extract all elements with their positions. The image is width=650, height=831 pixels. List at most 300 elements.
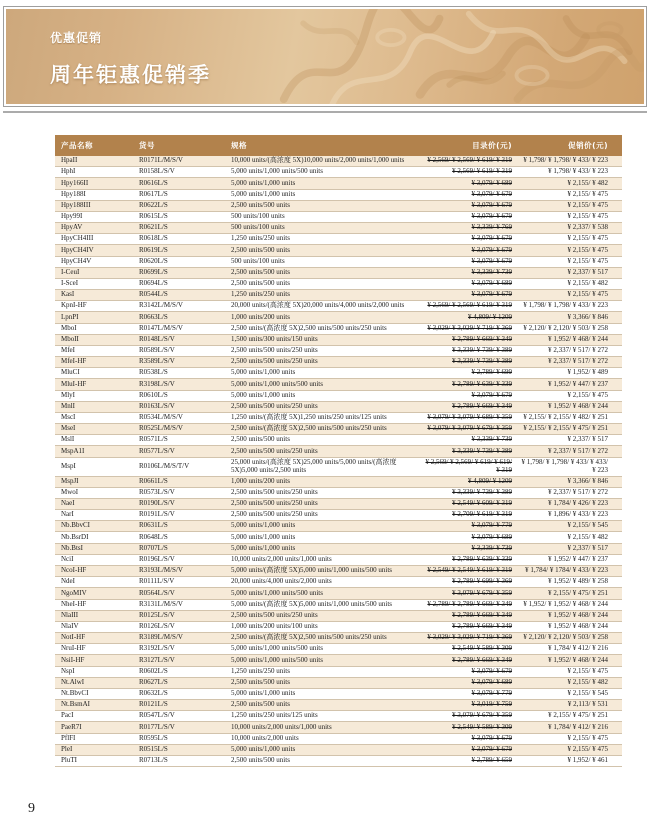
list-price-cell [420,755,518,766]
table-row [55,621,622,632]
list-price-cell [420,543,518,554]
table-row [55,543,622,554]
list-price-value: ¥ 2,789/ ¥ 669/ ¥ 349 [452,655,512,664]
table-row [55,554,622,565]
list-price-cell [420,599,518,610]
spec-cell: 1,000 units/200 units [225,312,420,323]
promo-price-cell: ¥ 1,784/ ¥ 426/ ¥ 223 [518,498,622,509]
table-row [55,234,622,245]
catalog-number-cell: R0147L/M/S/V [133,323,225,334]
list-price-cell [420,711,518,722]
catalog-number-cell: R0621L/S [133,223,225,234]
promo-price-cell: ¥ 2,155/ ¥ 2,155/ ¥ 482/ ¥ 251 [518,412,622,423]
table-row [55,290,622,301]
list-price-value: ¥ 3,079/ ¥ 3,079/ ¥ 689/ ¥ 359 [427,413,512,422]
spec-cell: 10,000 units/(高浓度 5X)10,000 units/2,000 units/1,000 units [225,156,420,167]
list-price-cell [420,312,518,323]
spec-cell: 5,000 units/1,000 units [225,688,420,699]
protein-ribbon-art-icon [274,9,644,104]
catalog-number-cell: R0163L/S/V [133,401,225,412]
spec-cell: 2,500 units/500 units/250 units [225,401,420,412]
list-price-value: ¥ 2,789/ ¥ 669/ ¥ 349 [452,334,512,343]
promo-price-cell: ¥ 2,155/ ¥ 475 [518,200,622,211]
product-name-cell: MwoI [55,487,133,498]
spec-cell: 10,000 units/2,000 units [225,733,420,744]
spec-cell: 2,500 units/500 units/250 units [225,357,420,368]
spec-cell: 5,000 units/1,000 units [225,543,420,554]
spec-cell: 1,250 units/250 units/125 units [225,711,420,722]
spec-cell: 2,500 units/500 units [225,700,420,711]
catalog-number-cell: R0589L/S/V [133,345,225,356]
list-price-cell [420,733,518,744]
spec-cell: 5,000 units/1,000 units/500 units [225,167,420,178]
catalog-number-cell: R0191L/S/V [133,510,225,521]
product-name-cell: MnlI [55,401,133,412]
list-price-cell [420,301,518,312]
catalog-number-cell: R3189L/M/S/V [133,633,225,644]
page-title: 周年钜惠促销季 [50,63,211,87]
list-price-cell [420,189,518,200]
table-row [55,345,622,356]
list-price-value: ¥ 3,079/ ¥ 679/ ¥ 359 [452,711,512,720]
list-price-value: ¥ 2,789/ ¥ 669/ ¥ 349 [452,622,512,631]
promo-price-cell: ¥ 2,155/ ¥ 482 [518,278,622,289]
product-name-cell: PacI [55,711,133,722]
promo-price-cell: ¥ 1,952/ ¥ 489/ ¥ 258 [518,577,622,588]
list-price-cell [420,412,518,423]
catalog-number-cell: R0171L/M/S/V [133,156,225,167]
table-row [55,390,622,401]
promo-price-cell: ¥ 2,337/ ¥ 517 [518,435,622,446]
promo-price-cell: ¥ 1,798/ ¥ 433/ ¥ 223 [518,167,622,178]
promo-price-cell: ¥ 1,784/ ¥ 1784/ ¥ 433/ ¥ 223 [518,565,622,576]
table-row [55,644,622,655]
list-price-cell [420,345,518,356]
list-price-value: ¥ 3,079/ ¥ 689 [471,178,512,187]
spec-cell: 5,000 units/1,000 units [225,189,420,200]
list-price-value: ¥ 3,079/ ¥ 679 [471,744,512,753]
list-price-value: ¥ 3,079/ ¥ 679 [471,390,512,399]
spec-cell: 10,000 units/2,000 units/1,000 units [225,554,420,565]
spec-cell: 25,000 units/(高浓度 5X)25,000 units/5,000 units/(高浓度 5X)5,000 units/2,500 units [225,457,420,476]
list-price-value: ¥ 2,789/ ¥ 2,789/ ¥ 669/ ¥ 349 [427,599,512,608]
promo-price-cell: ¥ 2,155/ ¥ 482 [518,532,622,543]
promo-price-cell: ¥ 3,366/ ¥ 846 [518,312,622,323]
spec-cell: 2,500 units/500 units [225,435,420,446]
product-name-cell: MboII [55,334,133,345]
spec-cell: 5,000 units/1,000 units [225,744,420,755]
product-name-cell: NotI-HF [55,633,133,644]
list-price-cell [420,290,518,301]
list-price-cell [420,234,518,245]
catalog-number-cell: R0713L/S [133,755,225,766]
spec-cell: 2,500 units/500 units [225,267,420,278]
spec-cell: 5,000 units/1,000 units [225,532,420,543]
banner-text-block [50,29,211,89]
catalog-number-cell: R0111L/S/V [133,577,225,588]
product-name-cell: NsiI-HF [55,655,133,666]
catalog-number-cell: R0615L/S [133,211,225,222]
promo-price-cell: ¥ 2,155/ ¥ 545 [518,521,622,532]
list-price-value: ¥ 3,339/ ¥ 739 [471,543,512,552]
spec-cell: 2,500 units/500 units [225,755,420,766]
spec-cell: 5,000 units/(高浓度 5X)5,000 units/1,000 units/500 units [225,565,420,576]
list-price-value: ¥ 2,569/ ¥ 2,569/ ¥ 619/ ¥ 619/ ¥ 319 [425,457,512,474]
list-price-value: ¥ 4,809/ ¥ 1209 [468,312,512,321]
table-row [55,733,622,744]
promo-price-cell: ¥ 2,155/ ¥ 475 [518,211,622,222]
spec-cell: 500 units/100 units [225,211,420,222]
spec-cell: 2,500 units/500 units/250 units [225,510,420,521]
spec-cell: 10,000 units/2,000 units/1,000 units [225,722,420,733]
spec-cell: 2,500 units/500 units [225,200,420,211]
list-price-cell [420,178,518,189]
list-price-cell [420,521,518,532]
catalog-number-cell: R0571L/S [133,435,225,446]
catalog-number-cell: R0196L/S/V [133,554,225,565]
col-header-catalog-number: 货号 [133,135,225,156]
table-row [55,223,622,234]
catalog-number-cell: R0190L/S/V [133,498,225,509]
product-name-cell: HpyCH4III [55,234,133,245]
list-price-value: ¥ 2,789/ ¥ 669/ ¥ 349 [452,610,512,619]
list-price-value: ¥ 3,079/ ¥ 689 [471,677,512,686]
table-row [55,357,622,368]
catalog-number-cell: R0534L/M/S/V [133,412,225,423]
list-price-value: ¥ 2,569/ ¥ 619/ ¥ 319 [452,167,512,176]
catalog-number-cell: R0538L/S [133,368,225,379]
table-row [55,379,622,390]
list-price-cell [420,457,518,476]
catalog-number-cell: R0577L/S/V [133,446,225,457]
catalog-number-cell: R0631L/S [133,521,225,532]
list-price-cell [420,323,518,334]
spec-cell: 2,500 units/(高浓度 5X)2,500 units/500 units/250 units [225,424,420,435]
promo-price-cell: ¥ 2,155/ ¥ 475 [518,234,622,245]
spec-cell: 500 units/100 units [225,256,420,267]
promo-price-cell: ¥ 2,155/ ¥ 475 [518,189,622,200]
table-row [55,178,622,189]
product-name-cell: Hpy188III [55,200,133,211]
promo-price-cell: ¥ 2,155/ ¥ 475/ ¥ 251 [518,588,622,599]
promo-price-cell: ¥ 1,952/ ¥ 447/ ¥ 237 [518,554,622,565]
product-name-cell: Hpy166II [55,178,133,189]
table-row [55,755,622,766]
table-row [55,688,622,699]
product-name-cell: MscI [55,412,133,423]
list-price-cell [420,510,518,521]
list-price-value: ¥ 3,079/ ¥ 679 [471,666,512,675]
table-row [55,256,622,267]
product-name-cell: PluTI [55,755,133,766]
table-row [55,588,622,599]
list-price-cell [420,655,518,666]
list-price-value: ¥ 3,079/ ¥ 679 [471,256,512,265]
spec-cell: 1,000 units/200 units [225,476,420,487]
list-price-value: ¥ 4,809/ ¥ 1209 [468,476,512,485]
list-price-cell [420,245,518,256]
table-row [55,457,622,476]
promo-price-cell: ¥ 1,798/ ¥ 1,798/ ¥ 433/ ¥ 223 [518,156,622,167]
product-name-cell: NarI [55,510,133,521]
catalog-number-cell: R0515L/S [133,744,225,755]
promo-banner-frame [3,6,647,107]
promo-price-cell: ¥ 1,952/ ¥ 468/ ¥ 244 [518,401,622,412]
product-name-cell: MlyI [55,390,133,401]
spec-cell: 20,000 units/4,000 units/2,000 units [225,577,420,588]
list-price-value: ¥ 3,079/ ¥ 679 [471,212,512,221]
promo-price-cell: ¥ 1,952/ ¥ 468/ ¥ 244 [518,334,622,345]
promo-price-cell: ¥ 2,155/ ¥ 2,155/ ¥ 475/ ¥ 251 [518,424,622,435]
list-price-cell [420,167,518,178]
promo-price-cell: ¥ 1,798/ ¥ 1,798/ ¥ 433/ ¥ 433/ ¥ 223 [518,457,622,476]
table-row [55,245,622,256]
promo-price-cell: ¥ 2,155/ ¥ 475 [518,733,622,744]
catalog-number-cell: R3589L/S/V [133,357,225,368]
catalog-number-cell: R0573L/S/V [133,487,225,498]
table-row [55,498,622,509]
catalog-number-cell: R0595L/S [133,733,225,744]
catalog-number-cell: R0148L/S/V [133,334,225,345]
product-name-cell: NheI-HF [55,599,133,610]
spec-cell: 2,500 units/500 units [225,245,420,256]
promo-price-cell: ¥ 1,798/ ¥ 1,798/ ¥ 433/ ¥ 223 [518,301,622,312]
product-name-cell: MseI [55,424,133,435]
list-price-value: ¥ 3,079/ ¥ 779 [471,521,512,530]
list-price-cell [420,677,518,688]
spec-cell: 1,000 units/200 units/100 units [225,621,420,632]
product-name-cell: KpnI-HF [55,301,133,312]
list-price-value: ¥ 3,339/ ¥ 739/ ¥ 389 [452,357,512,366]
banner-divider [3,111,647,113]
table-row [55,577,622,588]
product-name-cell: MspJI [55,476,133,487]
list-price-value: ¥ 3,079/ ¥ 679 [471,245,512,254]
catalog-number-cell: R0126L/S/V [133,621,225,632]
spec-cell: 5,000 units/1,000 units/500 units [225,644,420,655]
catalog-number-cell: R3198L/S/V [133,379,225,390]
spec-cell: 1,250 units/250 units [225,290,420,301]
spec-cell: 2,500 units/500 units/250 units [225,345,420,356]
list-price-value: ¥ 3,339/ ¥ 739 [471,267,512,276]
table-row [55,312,622,323]
product-name-cell: PleI [55,744,133,755]
list-price-value: ¥ 2,549/ ¥ 589/ ¥ 309 [452,644,512,653]
table-row [55,711,622,722]
table-row [55,446,622,457]
banner-eyebrow: 优惠促销 [50,31,103,45]
list-price-cell [420,368,518,379]
promo-price-cell: ¥ 1,952/ ¥ 468/ ¥ 244 [518,621,622,632]
list-price-cell [420,357,518,368]
product-name-cell: NciI [55,554,133,565]
list-price-cell [420,379,518,390]
promo-price-cell: ¥ 2,155/ ¥ 475 [518,245,622,256]
spec-cell: 1,250 units/(高浓度 5X)1,250 units/250 units/125 units [225,412,420,423]
product-name-cell: Hpy188I [55,189,133,200]
list-price-cell [420,424,518,435]
list-price-value: ¥ 3,079/ ¥ 679 [471,189,512,198]
product-name-cell: NcoI-HF [55,565,133,576]
promo-price-cell: ¥ 1,896/ ¥ 433/ ¥ 223 [518,510,622,521]
spec-cell: 2,500 units/500 units/250 units [225,610,420,621]
product-name-cell: HpyCH4IV [55,245,133,256]
table-row [55,412,622,423]
list-price-value: ¥ 3,079/ ¥ 679 [471,200,512,209]
catalog-number-cell: R0125L/S/V [133,610,225,621]
table-row [55,189,622,200]
promo-price-cell: ¥ 2,155/ ¥ 475/ ¥ 251 [518,711,622,722]
list-price-cell [420,223,518,234]
table-row [55,666,622,677]
catalog-number-cell: R0699L/S [133,267,225,278]
spec-cell: 5,000 units/1,000 units [225,521,420,532]
spec-cell: 20,000 units/(高浓度 5X)20,000 units/4,000 units/2,000 units [225,301,420,312]
product-name-cell: NgoMIV [55,588,133,599]
spec-cell: 1,500 units/300 units/150 units [225,334,420,345]
list-price-value: ¥ 3,339/ ¥ 769 [471,223,512,232]
table-header-row [55,135,622,156]
table-row [55,565,622,576]
promo-price-cell: ¥ 1,784/ ¥ 412/ ¥ 216 [518,722,622,733]
list-price-cell [420,278,518,289]
list-price-value: ¥ 2,789/ ¥ 699/ ¥ 369 [452,577,512,586]
list-price-cell [420,700,518,711]
product-name-cell: Nt.AlwI [55,677,133,688]
list-price-cell [420,633,518,644]
list-price-value: ¥ 2,709/ ¥ 619/ ¥ 319 [452,510,512,519]
list-price-cell [420,211,518,222]
list-price-cell [420,487,518,498]
catalog-number-cell: R0564L/S/V [133,588,225,599]
product-name-cell: Nt.BsmAI [55,700,133,711]
list-price-value: ¥ 3,079/ ¥ 689 [471,279,512,288]
product-name-cell: Nb.BsrDI [55,532,133,543]
catalog-number-cell: R0663L/S [133,312,225,323]
table-row [55,267,622,278]
product-name-cell: HpaII [55,156,133,167]
list-price-cell [420,256,518,267]
table-row [55,510,622,521]
list-price-value: ¥ 3,079/ ¥ 679 [471,290,512,299]
promo-price-table [55,135,622,767]
spec-cell: 5,000 units/1,000 units/500 units [225,379,420,390]
col-header-list-price: 目录价(元) [420,135,518,156]
promo-price-cell: ¥ 2,337/ ¥ 517 [518,543,622,554]
table-row [55,677,622,688]
product-name-cell: HphI [55,167,133,178]
catalog-number-cell: R0622L/S [133,200,225,211]
promo-price-cell: ¥ 1,952/ ¥ 461 [518,755,622,766]
list-price-value: ¥ 3,079/ ¥ 679 [471,733,512,742]
promo-price-cell: ¥ 2,155/ ¥ 482 [518,178,622,189]
promo-price-cell: ¥ 2,155/ ¥ 475 [518,256,622,267]
table-row [55,610,622,621]
spec-cell: 2,500 units/500 units [225,677,420,688]
table-row [55,301,622,312]
list-price-cell [420,588,518,599]
table-row [55,424,622,435]
list-price-cell [420,200,518,211]
list-price-value: ¥ 2,569/ ¥ 2,569/ ¥ 619/ ¥ 319 [427,301,512,310]
product-name-cell: MfeI [55,345,133,356]
product-name-cell: NdeI [55,577,133,588]
promo-price-cell: ¥ 2,113/ ¥ 531 [518,700,622,711]
spec-cell: 5,000 units/1,000 units/500 units [225,655,420,666]
col-header-product-name: 产品名称 [55,135,133,156]
promo-price-cell: ¥ 2,337/ ¥ 538 [518,223,622,234]
list-price-value: ¥ 2,789/ ¥ 639/ ¥ 339 [452,555,512,563]
spec-cell: 5,000 units/1,000 units [225,178,420,189]
catalog-number-cell: R0106L/M/S/T/V [133,457,225,476]
list-price-value: ¥ 3,019/ ¥ 759 [471,700,512,709]
promo-price-cell: ¥ 2,155/ ¥ 475 [518,390,622,401]
list-price-cell [420,446,518,457]
spec-cell: 5,000 units/1,000 units [225,390,420,401]
table-row [55,278,622,289]
col-header-spec: 规格 [225,135,420,156]
catalog-number-cell: R0694L/S [133,278,225,289]
table-row [55,633,622,644]
promo-price-cell: ¥ 1,952/ ¥ 468/ ¥ 244 [518,655,622,666]
promo-price-cell: ¥ 1,784/ ¥ 412/ ¥ 216 [518,644,622,655]
promo-price-cell: ¥ 3,366/ ¥ 846 [518,476,622,487]
table-row [55,487,622,498]
table-row [55,334,622,345]
spec-cell: 5,000 units/(高浓度 5X)5,000 units/1,000 units/500 units [225,599,420,610]
product-name-cell: MfeI-HF [55,357,133,368]
catalog-number-cell: R3193L/M/S/V [133,565,225,576]
list-price-value: ¥ 2,549/ ¥ 589/ ¥ 309 [452,722,512,731]
product-name-cell: HpyCH4V [55,256,133,267]
product-name-cell: NaeI [55,498,133,509]
promo-price-cell: ¥ 2,120/ ¥ 2,120/ ¥ 503/ ¥ 258 [518,323,622,334]
list-price-value: ¥ 2,789/ ¥ 669/ ¥ 349 [452,401,512,410]
list-price-cell [420,722,518,733]
spec-cell: 2,500 units/500 units/250 units [225,487,420,498]
spec-cell: 2,500 units/500 units/250 units [225,446,420,457]
catalog-number-cell: R0617L/S [133,189,225,200]
list-price-value: ¥ 2,789/ ¥ 659 [471,756,512,765]
price-table-body [55,156,622,767]
spec-cell: 1,250 units/250 units [225,666,420,677]
promo-price-cell: ¥ 2,120/ ¥ 2,120/ ¥ 503/ ¥ 258 [518,633,622,644]
table-row [55,200,622,211]
catalog-number-cell: R3192L/S/V [133,644,225,655]
product-name-cell: I-CeuI [55,267,133,278]
list-price-cell [420,577,518,588]
spec-cell: 2,500 units/500 units [225,278,420,289]
catalog-number-cell: R0525L/M/S/V [133,424,225,435]
list-price-value: ¥ 3,079/ ¥ 779 [471,689,512,698]
list-price-value: ¥ 2,789/ ¥ 639/ ¥ 339 [452,379,512,388]
catalog-number-cell: R0648L/S [133,532,225,543]
catalog-number-cell: R0616L/S [133,178,225,189]
product-name-cell: NlaIV [55,621,133,632]
catalog-number-cell: R0627L/S [133,677,225,688]
product-name-cell: MboI [55,323,133,334]
promo-price-cell: ¥ 2,337/ ¥ 517/ ¥ 272 [518,487,622,498]
list-price-cell [420,610,518,621]
product-name-cell: NruI-HF [55,644,133,655]
catalog-number-cell: R0544L/S [133,290,225,301]
table-row [55,700,622,711]
list-price-value: ¥ 3,029/ ¥ 3,029/ ¥ 719/ ¥ 369 [427,323,512,332]
promo-price-cell: ¥ 1,952/ ¥ 468/ ¥ 244 [518,610,622,621]
list-price-cell [420,644,518,655]
table-row [55,167,622,178]
spec-cell: 2,500 units/(高浓度 5X)2,500 units/500 units/250 units [225,633,420,644]
